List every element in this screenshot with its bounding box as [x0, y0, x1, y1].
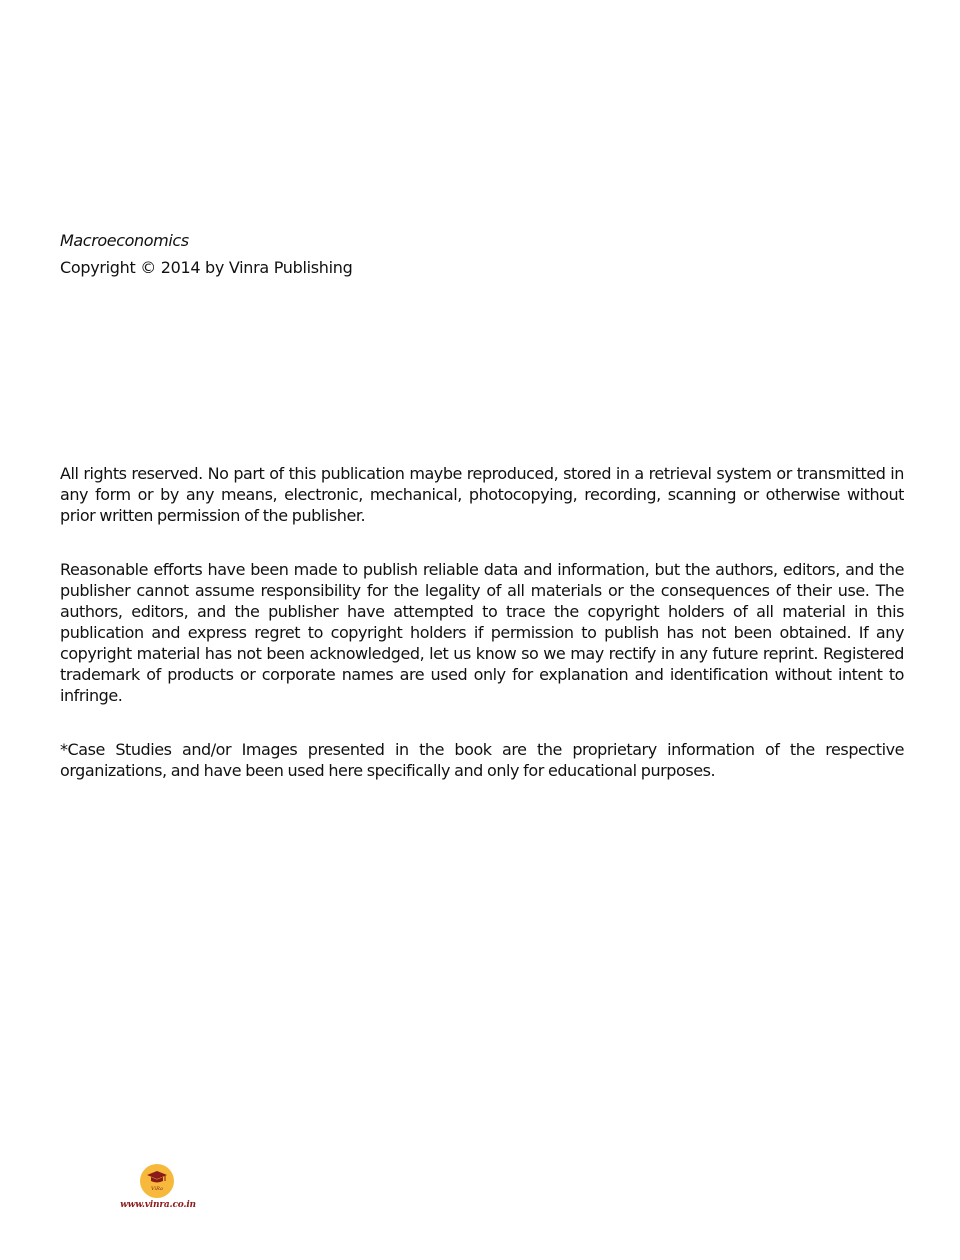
- case-studies-paragraph: *Case Studies and/or Images presented in the book are the proprietary information of the respective organizations, and have been used here specifically and only for educational purposes.: [60, 740, 904, 780]
- disclaimer-paragraph: Reasonable efforts have been made to publish reliable data and information, but the authors, editors, and the publisher cannot assume responsibility for the legality of all materials or the consequences of their use. The authors, editors, and the publisher have attempted to trace the copyright holders of all material in this publication and express regret to copyright holders if permission to publish has not been obtained. If any copyright material has not been acknowledged, let us know so we may rectify in any future reprint. Registered trademark of products or corporate names are used only for explanation and identification without intent to infringe.: [60, 560, 904, 705]
- book-title: Macroeconomics: [60, 231, 189, 250]
- svg-text:ViRa: ViRa: [151, 1186, 163, 1192]
- rights-reserved-paragraph: All rights reserved. No part of this publication maybe reproduced, stored in a retrieval system or transmitted in any form or by any means, electronic, mechanical, photocopying, recording, scanning or otherwise without prior written permission of the publisher.: [60, 464, 904, 525]
- graduation-cap-icon: [146, 1169, 168, 1193]
- publisher-website: www.vinra.co.in: [120, 1200, 196, 1210]
- copyright-notice: Copyright © 2014 by Vinra Publishing: [60, 258, 353, 277]
- publisher-logo: [118, 1162, 198, 1218]
- logo-badge: [140, 1164, 174, 1198]
